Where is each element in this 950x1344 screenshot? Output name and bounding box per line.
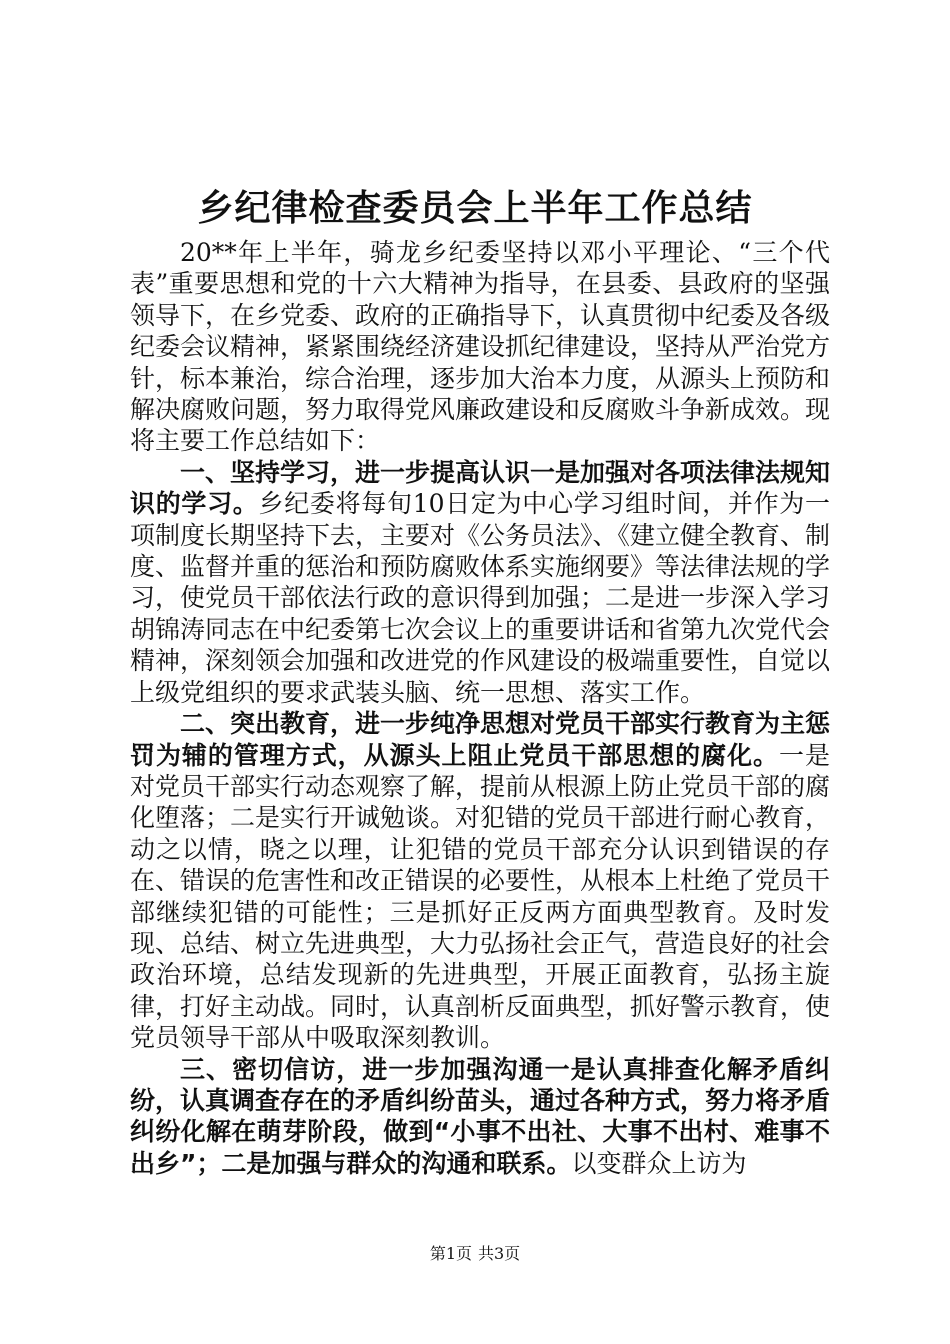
paragraph-text: 以变群众上访为 xyxy=(571,1148,747,1178)
paragraph-text: 20**年上半年，骑龙乡纪委坚持以邓小平理论、“三个代表”重要思想和党的十六大精神为指导，在县委、县政府的坚强领导下，在乡党委、政府的正确指导下，认真贯彻中纪委及各级纪委会议精神，紧紧围绕经济建设抓纪律建设，坚持从严治党方针，标本兼治，综合治理，逐步加大治本力度，从源头上预防和解决腐败问题，努力取得党风廉政建设和反腐败斗争新成效。现将主要工作总结如下： xyxy=(130,238,831,456)
paragraph-section-2 xyxy=(130,708,830,1053)
document-body xyxy=(130,237,830,1179)
page-footer xyxy=(0,1243,950,1265)
paragraph-text: 乡纪委将每旬10日定为中心学习组时间，并作为一项制度长期坚持下去，主要对《公务员法》、《建立健全教育、制度、监督并重的惩治和预防腐败体系实施纲要》等法律法规的学习，使党员干部依法行政的意识得到加强；二是进一步深入学习胡锦涛同志在中纪委第七次会议上的重要讲话和省第九次党代会精神，深刻领会加强和改进党的作风建设的极端重要性，自觉以上级党组织的要求武装头脑、统一思想、落实工作。 xyxy=(130,489,831,707)
paragraph-text: 一是对党员干部实行动态观察了解，提前从根源上防止党员干部的腐化堕落；二是实行开诚勉谈。对犯错的党员干部进行耐心教育，动之以情，晓之以理，让犯错的党员干部充分认识到错误的存在、错误的危害性和改正错误的必要性，从根本上杜绝了党员干部继续犯错的可能性；三是抓好正反两方面典型教育。及时发现、总结、树立先进典型，大力弘扬社会正气，营造良好的社会政治环境，总结发现新的先进典型，开展正面教育，弘扬主旋律，打好主动战。同时，认真剖析反面典型，抓好警示教育，使党员领导干部从中吸取深刻教训。 xyxy=(130,740,831,1053)
section-heading: 二、突出教育，进一步纯净思想对党员干部实行教育为主惩罚为辅的管理方式，从源头上阻止党员干部思想的腐化。 xyxy=(130,709,831,770)
paragraph-section-1 xyxy=(130,457,830,708)
paragraph-intro xyxy=(130,237,830,457)
page-total: 共3页 xyxy=(478,1244,521,1263)
page-number: 第1页 xyxy=(429,1244,472,1263)
section-heading: 三、密切信访，进一步加强沟通一是认真排查化解矛盾纠纷，认真调查存在的矛盾纠纷苗头，通过各种方式，努力将矛盾纠纷化解在萌芽阶段，做到“小事不出社、大事不出村、难事不出乡”；二是加强与群众的沟通和联系。 xyxy=(130,1054,831,1178)
document-title: 乡纪律检查委员会上半年工作总结 xyxy=(197,188,753,229)
section-heading: 一、坚持学习，进一步提高认识一是加强对各项法律法规知识的学习。 xyxy=(130,457,831,519)
paragraph-section-3 xyxy=(130,1054,830,1180)
